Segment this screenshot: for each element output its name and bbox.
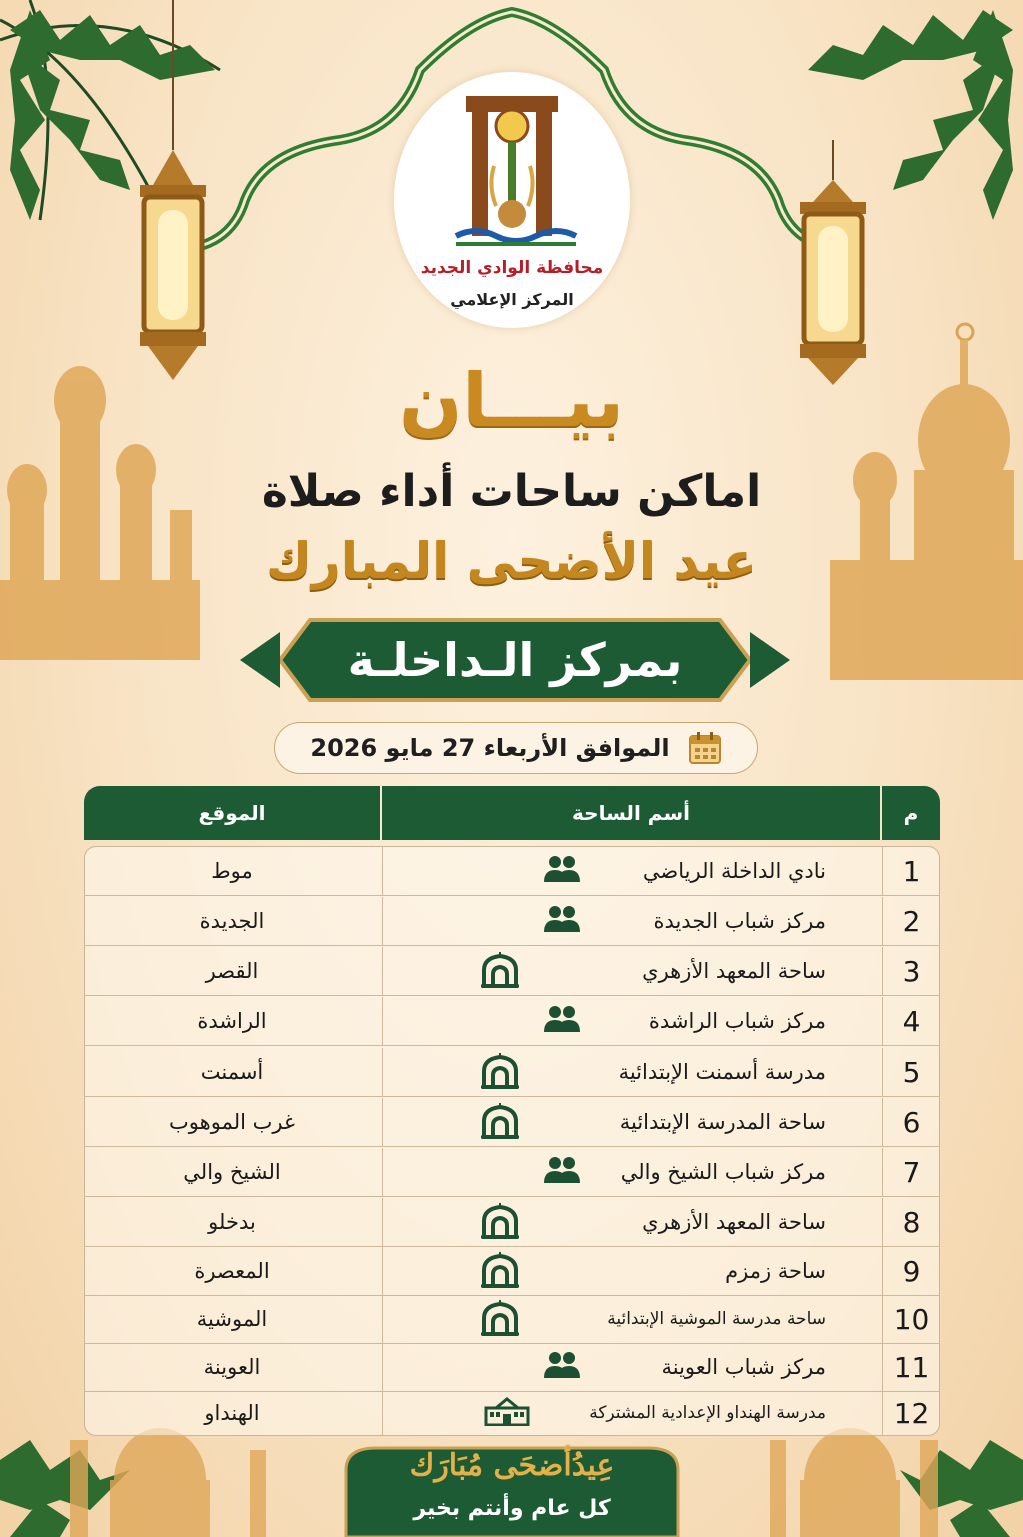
mosque-icon (480, 1051, 520, 1093)
row-number: 6 (882, 1098, 940, 1146)
table-row (84, 1247, 940, 1296)
table-row (84, 1343, 940, 1392)
row-name: مدرسة الهنداو الإعدادية المشتركة (589, 1403, 826, 1423)
row-location: القصر (205, 959, 259, 983)
row-name-cell (382, 1390, 882, 1436)
row-name: ساحة المعهد الأزهري (642, 1210, 826, 1234)
row-location: المعصرة (194, 1259, 270, 1283)
row-location: بدخلو (208, 1210, 256, 1234)
mosque-icon (480, 1250, 520, 1292)
row-number: 10 (882, 1295, 940, 1343)
main-heading: بيـــان (399, 358, 624, 444)
footer-greeting: عِيدُأضحَى مُبَارَك (409, 1448, 615, 1483)
table-row (84, 1198, 940, 1247)
row-name: ساحة زمزم (725, 1259, 826, 1283)
table-row (84, 1148, 940, 1197)
row-location: الجديدة (199, 909, 265, 933)
row-location: الهنداو (204, 1401, 260, 1425)
row-name-cell (382, 847, 882, 895)
people-icon (542, 905, 582, 937)
row-name: مركز شباب الشيخ والي (620, 1160, 826, 1184)
mosque-icon (480, 1101, 520, 1143)
row-name: ساحة مدرسة الموشية الإبتدائية (607, 1309, 826, 1329)
row-name-cell (382, 1247, 882, 1295)
logo-subtitle: المركز الإعلامي (450, 290, 574, 309)
row-number: 11 (882, 1343, 940, 1391)
heading-line-1: اماكن ساحات أداء صلاة (261, 466, 762, 517)
date-text: الموافق الأربعاء 27 مايو 2026 (310, 734, 670, 762)
table-row (84, 1048, 940, 1097)
row-name-cell (382, 1295, 882, 1343)
row-number: 12 (882, 1390, 940, 1436)
row-location: الراشدة (197, 1009, 267, 1033)
table-row (84, 947, 940, 996)
table-row (84, 997, 940, 1046)
people-icon (542, 1005, 582, 1037)
governorate-emblem-icon (436, 86, 588, 256)
row-location: أسمنت (200, 1060, 264, 1084)
people-icon (542, 855, 582, 887)
region-banner-text: بمركز الـداخلـة (347, 633, 683, 687)
row-name-cell (382, 897, 882, 945)
row-name: ساحة المدرسة الإبتدائية (619, 1110, 826, 1134)
people-icon (542, 1156, 582, 1188)
row-name: ساحة المعهد الأزهري (642, 959, 826, 983)
row-number: 5 (882, 1048, 940, 1096)
row-number: 2 (882, 897, 940, 945)
row-name-cell (382, 997, 882, 1045)
row-number: 7 (882, 1148, 940, 1196)
header-location: الموقع (84, 786, 380, 840)
table-row (84, 1390, 940, 1436)
table-header (84, 786, 940, 840)
people-icon (542, 1351, 582, 1383)
row-name-cell (382, 1198, 882, 1246)
header-number: م (882, 786, 940, 840)
mosque-icon (480, 1298, 520, 1340)
row-number: 4 (882, 997, 940, 1045)
row-location: موط (211, 859, 253, 883)
row-number: 8 (882, 1198, 940, 1246)
row-location: العوينة (203, 1355, 261, 1379)
row-location: الشيخ والي (183, 1160, 281, 1184)
row-location: الموشية (196, 1307, 268, 1331)
row-name: مركز شباب العوينة (661, 1355, 826, 1379)
row-number: 1 (882, 847, 940, 895)
table-row (84, 1295, 940, 1344)
row-name-cell (382, 1148, 882, 1196)
row-name: مدرسة أسمنت الإبتدائية (618, 1060, 826, 1084)
calendar-icon (688, 731, 722, 765)
row-name: مركز شباب الراشدة (648, 1009, 826, 1033)
row-number: 3 (882, 947, 940, 995)
mosque-icon (480, 1201, 520, 1243)
footer-wish: كل عام وأنتم بخير (413, 1496, 611, 1521)
row-name: نادي الداخلة الرياضي (642, 859, 826, 883)
row-number: 9 (882, 1247, 940, 1295)
row-name-cell (382, 1048, 882, 1096)
row-name-cell (382, 947, 882, 995)
table-row (84, 847, 940, 896)
row-location: غرب الموهوب (169, 1110, 295, 1134)
logo-title: محافظة الوادي الجديد (420, 258, 604, 278)
row-name-cell (382, 1098, 882, 1146)
mosque-icon (480, 950, 520, 992)
header-name: أسم الساحة (382, 786, 880, 840)
heading-line-2: عيد الأضحى المبارك (266, 532, 757, 590)
row-name-cell (382, 1343, 882, 1391)
row-name: مركز شباب الجديدة (653, 909, 826, 933)
table-row (84, 1098, 940, 1147)
table-row (84, 897, 940, 946)
date-pill (274, 722, 758, 774)
school-icon (484, 1396, 530, 1430)
mosque-bottom-left (0, 1420, 330, 1537)
mosque-bottom-right (730, 1420, 970, 1537)
